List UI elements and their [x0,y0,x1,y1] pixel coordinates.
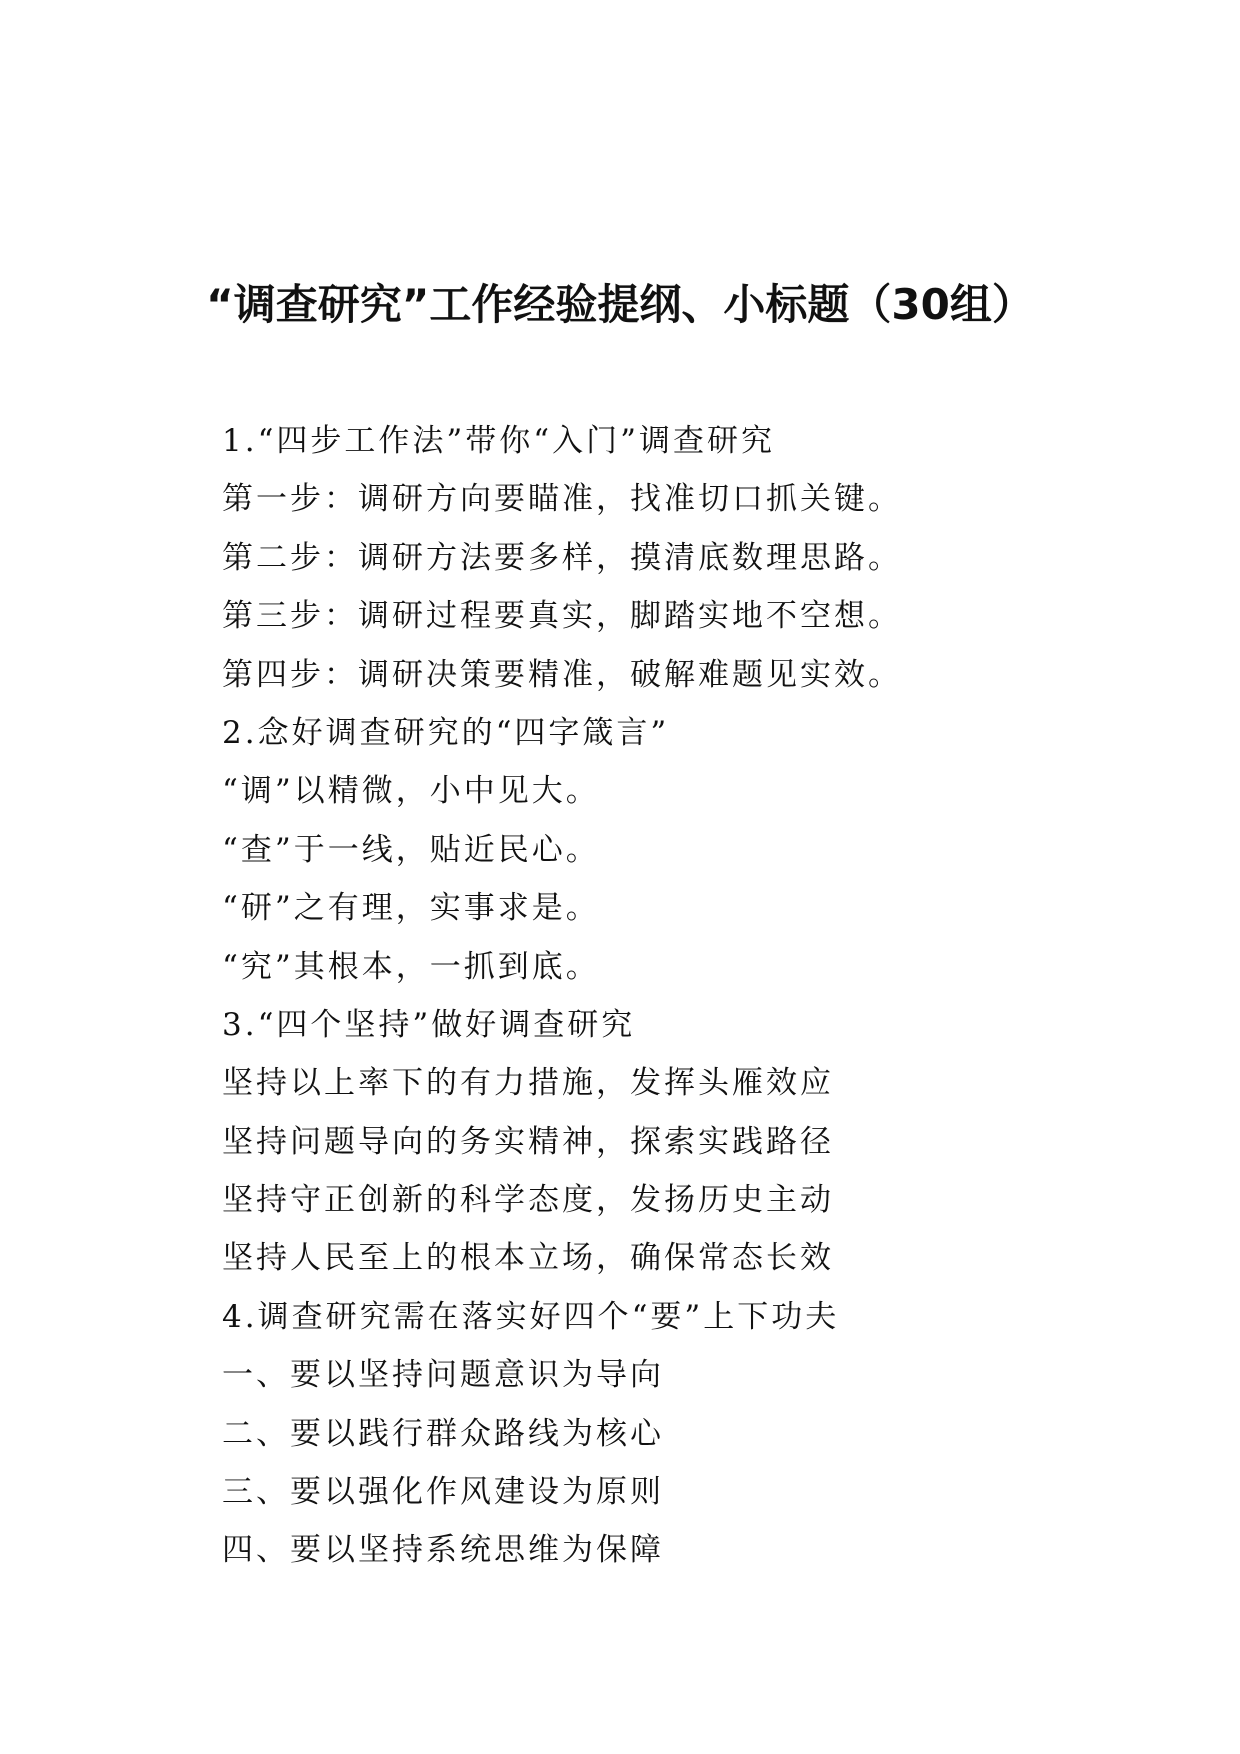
body-line: 坚持问题导向的务实精神，探索实践路径 [222,1123,834,1160]
heading-2: 2.念好调查研究的“四字箴言” [222,714,670,751]
body-line: “研”之有理，实事求是。 [222,890,600,927]
body-line: 第三步：调研过程要真实，脚踏实地不空想。 [222,598,902,635]
body-line: “调”以精微，小中见大。 [222,773,600,810]
body-line: “究”其根本，一抓到底。 [222,948,600,985]
body-line: 第四步：调研决策要精准，破解难题见实效。 [222,656,902,693]
body-line: 第二步：调研方法要多样，摸清底数理思路。 [222,539,902,576]
document-title: “调查研究”工作经验提纲、小标题（30组） [206,280,1034,329]
body-line: 第一步：调研方向要瞄准，找准切口抓关键。 [222,481,902,518]
body-line: 一、要以坚持问题意识为导向 [222,1357,664,1394]
document-body [222,412,1082,1580]
body-line: 坚持以上率下的有力措施，发挥头雁效应 [222,1065,834,1102]
heading-1: 1.“四步工作法”带你“入门”调查研究 [222,423,775,459]
body-line: 三、要以强化作风建设为原则 [222,1474,664,1511]
body-line: 二、要以践行群众路线为核心 [222,1415,664,1452]
body-line: “查”于一线，贴近民心。 [222,831,600,868]
heading-3: 3.“四个坚持”做好调查研究 [222,1006,636,1043]
body-line: 坚持人民至上的根本立场，确保常态长效 [222,1240,834,1277]
heading-4: 4.调查研究需在落实好四个“要”上下功夫 [222,1298,840,1335]
body-line: 四、要以坚持系统思维为保障 [222,1532,664,1569]
body-line: 坚持守正创新的科学态度，发扬历史主动 [222,1182,834,1219]
